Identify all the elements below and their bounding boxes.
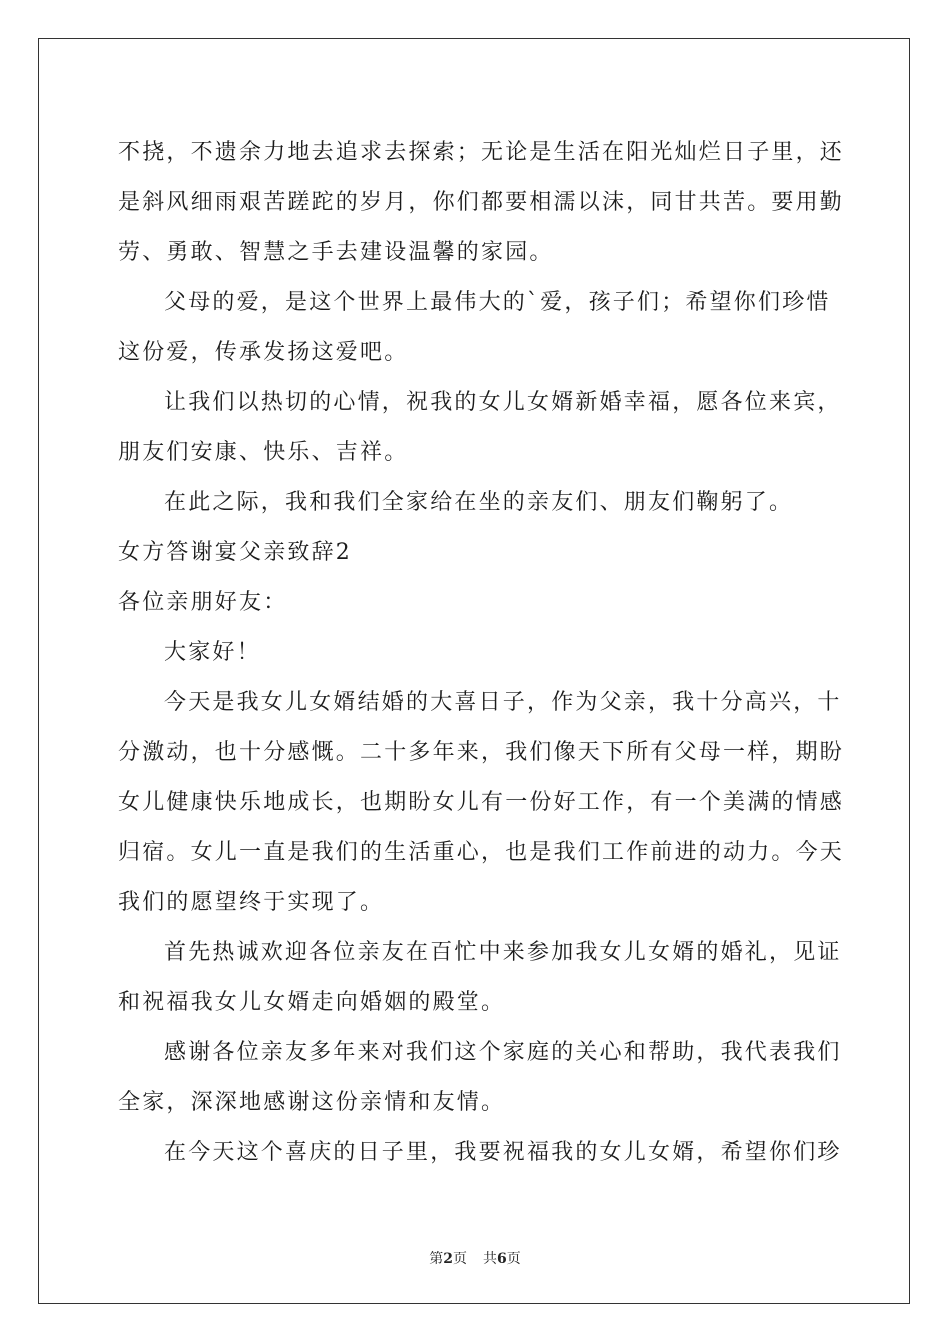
paragraph-line: 在此之际，我和我们全家给在坐的亲友们、朋友们鞠躬了。: [164, 490, 794, 515]
paragraph-line: 全家，深深地感谢这份亲情和友情。: [118, 1090, 506, 1115]
paragraph-line: 让我们以热切的心情，祝我的女儿女婿新婚幸福，愿各位来宾，: [164, 390, 842, 415]
paragraph-line: 归宿。女儿一直是我们的生活重心，也是我们工作前进的动力。今天: [118, 840, 845, 865]
paragraph-line: 和祝福我女儿女婿走向婚姻的殿堂。: [118, 990, 506, 1015]
paragraph-line: 这份爱，传承发扬这爱吧。: [118, 340, 409, 365]
paragraph-line: 朋友们安康、快乐、吉祥。: [118, 440, 409, 465]
total-prefix: 共: [483, 1251, 497, 1267]
section-heading: 女方答谢宴父亲致辞2: [118, 540, 352, 565]
document-body: [118, 128, 845, 1178]
paragraph-line: 今天是我女儿女婿结婚的大喜日子，作为父亲，我十分高兴，十: [164, 690, 842, 715]
paragraph-line: 首先热诚欢迎各位亲友在百忙中来参加我女儿女婿的婚礼，见证: [164, 940, 842, 965]
page-prefix: 第: [429, 1251, 444, 1267]
paragraph-line: 分激动，也十分感慨。二十多年来，我们像天下所有父母一样，期盼: [118, 740, 845, 765]
paragraph-line: 在今天这个喜庆的日子里，我要祝福我的女儿女婿，希望你们珍: [164, 1140, 842, 1165]
page-footer: [0, 1248, 950, 1268]
paragraph-line: 劳、勇敢、智慧之手去建设温馨的家园。: [118, 240, 554, 265]
paragraph-line: 感谢各位亲友多年来对我们这个家庭的关心和帮助，我代表我们: [164, 1040, 842, 1065]
paragraph-line: 女儿健康快乐地成长，也期盼女儿有一份好工作，有一个美满的情感: [118, 790, 845, 815]
paragraph-line: 不挠，不遗余力地去追求去探索；无论是生活在阳光灿烂日子里，还: [118, 140, 845, 165]
greeting: 大家好！: [164, 640, 261, 665]
total-suffix: 页: [506, 1251, 521, 1267]
paragraph-line: 父母的爱，是这个世界上最伟大的`爱，孩子们；希望你们珍惜: [164, 290, 831, 315]
page-suffix: 页: [453, 1251, 467, 1267]
page-total: 6: [497, 1251, 507, 1267]
paragraph-line: 是斜风细雨艰苦蹉跎的岁月，你们都要相濡以沫，同甘共苦。要用勤: [118, 190, 845, 215]
paragraph-line: 我们的愿望终于实现了。: [118, 890, 385, 915]
salutation: 各位亲朋好友：: [118, 590, 288, 615]
page-current: 2: [443, 1251, 453, 1267]
